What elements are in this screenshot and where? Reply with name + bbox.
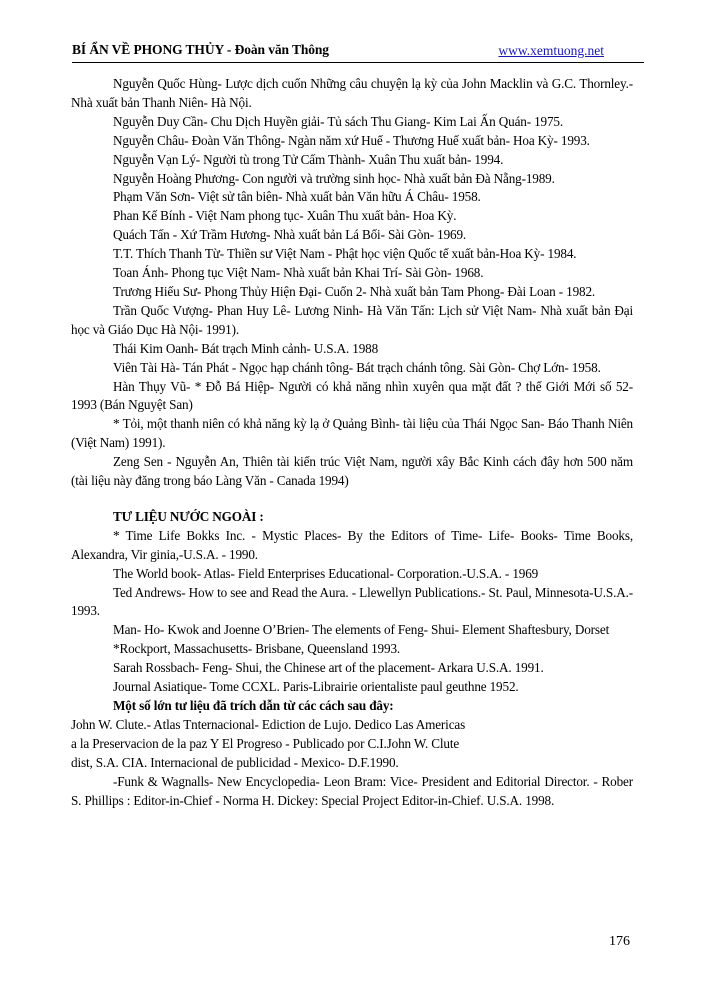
cited-line: a la Preservacion de la paz Y El Progreso - Publicado por C.I.John W. Clute [71, 735, 460, 751]
cited-line: John W. Clute.- Atlas Tnternacional- Ediction de Lujo. Dedico Las Americas [71, 716, 466, 732]
foreign-reference-entry: The World book- Atlas- Field Enterprises Educational- Corporation.-U.S.A. - 1969 [113, 565, 539, 581]
reference-entry: Toan Ánh- Phong tục Việt Nam- Nhà xuất bản Khai Trí- Sài Gòn- 1968. [113, 265, 484, 281]
reference-entry: Nguyễn Vạn Lý- Người tù trong Tử Cấm Thành- Xuân Thu xuất bản- 1994. [113, 151, 504, 167]
reference-entry: Hàn Thụy Vũ- * Đỗ Bá Hiệp- Người có khả năng nhìn xuyên qua mặt đất ? thế Giới Mới số 52- 1993 (Bán Nguyệt San) [71, 378, 633, 413]
reference-entry: Nguyễn Châu- Đoàn Văn Thông- Ngàn năm xứ Huế - Thương Huế xuất bản- Hoa Kỳ- 1993. [113, 132, 590, 148]
page-number: 176 [609, 934, 630, 949]
cited-line: dist, S.A. CIA. Internacional de publicidad - Mexico- D.F.1990. [71, 754, 399, 770]
reference-entry: Phạm Văn Sơn- Việt sử tân biên- Nhà xuất bản Văn hữu Á Châu- 1958. [113, 189, 481, 205]
reference-entry: Nguyễn Hoàng Phương- Con người và trường sinh học- Nhà xuất bản Đà Nẵng-1989. [113, 170, 555, 186]
reference-entry: Trương Hiếu Sư- Phong Thủy Hiện Đại- Cuốn 2- Nhà xuất bản Tam Phong- Đài Loan - 1982. [113, 283, 596, 299]
foreign-reference-entry: Journal Asiatique- Tome CCXL. Paris-Librairie orientaliste paul geuthne 1952. [113, 679, 519, 695]
cited-sources-heading: Một số lớn tư liệu đã trích dẫn từ các cách sau đây: [113, 698, 394, 713]
header-title: BÍ ẨN VỀ PHONG THỦY - Đoàn văn Thông [72, 42, 329, 57]
page-header [72, 38, 644, 63]
header-url-link[interactable]: www.xemtuong.net [498, 43, 604, 58]
foreign-sources-heading: TƯ LIỆU NƯỚC NGOÀI : [113, 508, 264, 524]
foreign-reference-entry: Man- Ho- Kwok and Joenne O’Brien- The elements of Feng- Shui- Element Shaftesbury, Dorset [113, 622, 610, 638]
bibliography-content [71, 75, 633, 810]
foreign-reference-entry: * Time Life Bokks Inc. - Mystic Places- By the Editors of Time- Life- Books- Time Books, Alexandra, Vir ginia,-U.S.A. - 1990. [71, 527, 633, 562]
reference-entry: Nguyễn Quốc Hùng- Lược dịch cuốn Những câu chuyện lạ kỳ của John Macklin và G.C. Thornley.- Nhà xuất bản Thanh Niên- Hà Nội. [71, 76, 633, 110]
reference-entry: * Tỏi, một thanh niên có khả năng kỳ lạ ở Quảng Bình- tài liệu của Thái Ngọc San- Báo Thanh Niên (Việt Nam) 1991). [71, 416, 633, 451]
reference-entry: Zeng Sen - Nguyễn An, Thiên tài kiến trúc Việt Nam, người xây Bắc Kinh cách đây hơn 500 năm (tài liệu này đăng trong báo Làng Văn - Canada 1994) [71, 454, 633, 489]
reference-entry: Quách Tấn - Xứ Trầm Hương- Nhà xuất bản Lá Bối- Sài Gòn- 1969. [113, 227, 467, 243]
reference-entry: Phan Kế Bính - Việt Nam phong tục- Xuân Thu xuất bản- Hoa Kỳ. [113, 208, 457, 224]
reference-entry: T.T. Thích Thanh Từ- Thiền sư Việt Nam - Phật học viện Quốc tế xuất bản-Hoa Kỳ- 1984. [113, 246, 577, 262]
reference-entry: Nguyễn Duy Cần- Chu Dịch Huyền giải- Tủ sách Thu Giang- Kim Lai Ấn Quán- 1975. [113, 113, 564, 129]
foreign-reference-entry: *Rockport, Massachusetts- Brisbane, Queensland 1993. [113, 641, 401, 657]
foreign-reference-entry: Sarah Rossbach- Feng- Shui, the Chinese art of the placement- Arkara U.S.A. 1991. [113, 660, 544, 676]
cited-paragraph: -Funk & Wagnalls- New Encyclopedia- Leon Bram: Vice- President and Editorial Director. - Rober S. Phillips : Editor-in-Chief - Norma H. Dickey: Special Project Editor-in-Chief. U.S.A. 1998. [71, 773, 633, 808]
reference-entry: Trần Quốc Vượng- Phan Huy Lê- Lương Ninh- Hà Văn Tấn: Lịch sử Việt Nam- Nhà xuất bản Đại học và Giáo Dục Hà Nội- 1991). [71, 302, 633, 337]
reference-entry: Thái Kim Oanh- Bát trạch Minh cảnh- U.S.A. 1988 [113, 340, 379, 356]
foreign-reference-entry: Ted Andrews- How to see and Read the Aura. - Llewellyn Publications.- St. Paul, Minnesota-U.S.A.- 1993. [71, 584, 633, 619]
reference-entry: Viên Tài Hà- Tán Phát - Ngọc hạp chánh tông- Bát trạch chánh tông. Sài Gòn- Chợ Lớn- 1958. [113, 359, 601, 375]
